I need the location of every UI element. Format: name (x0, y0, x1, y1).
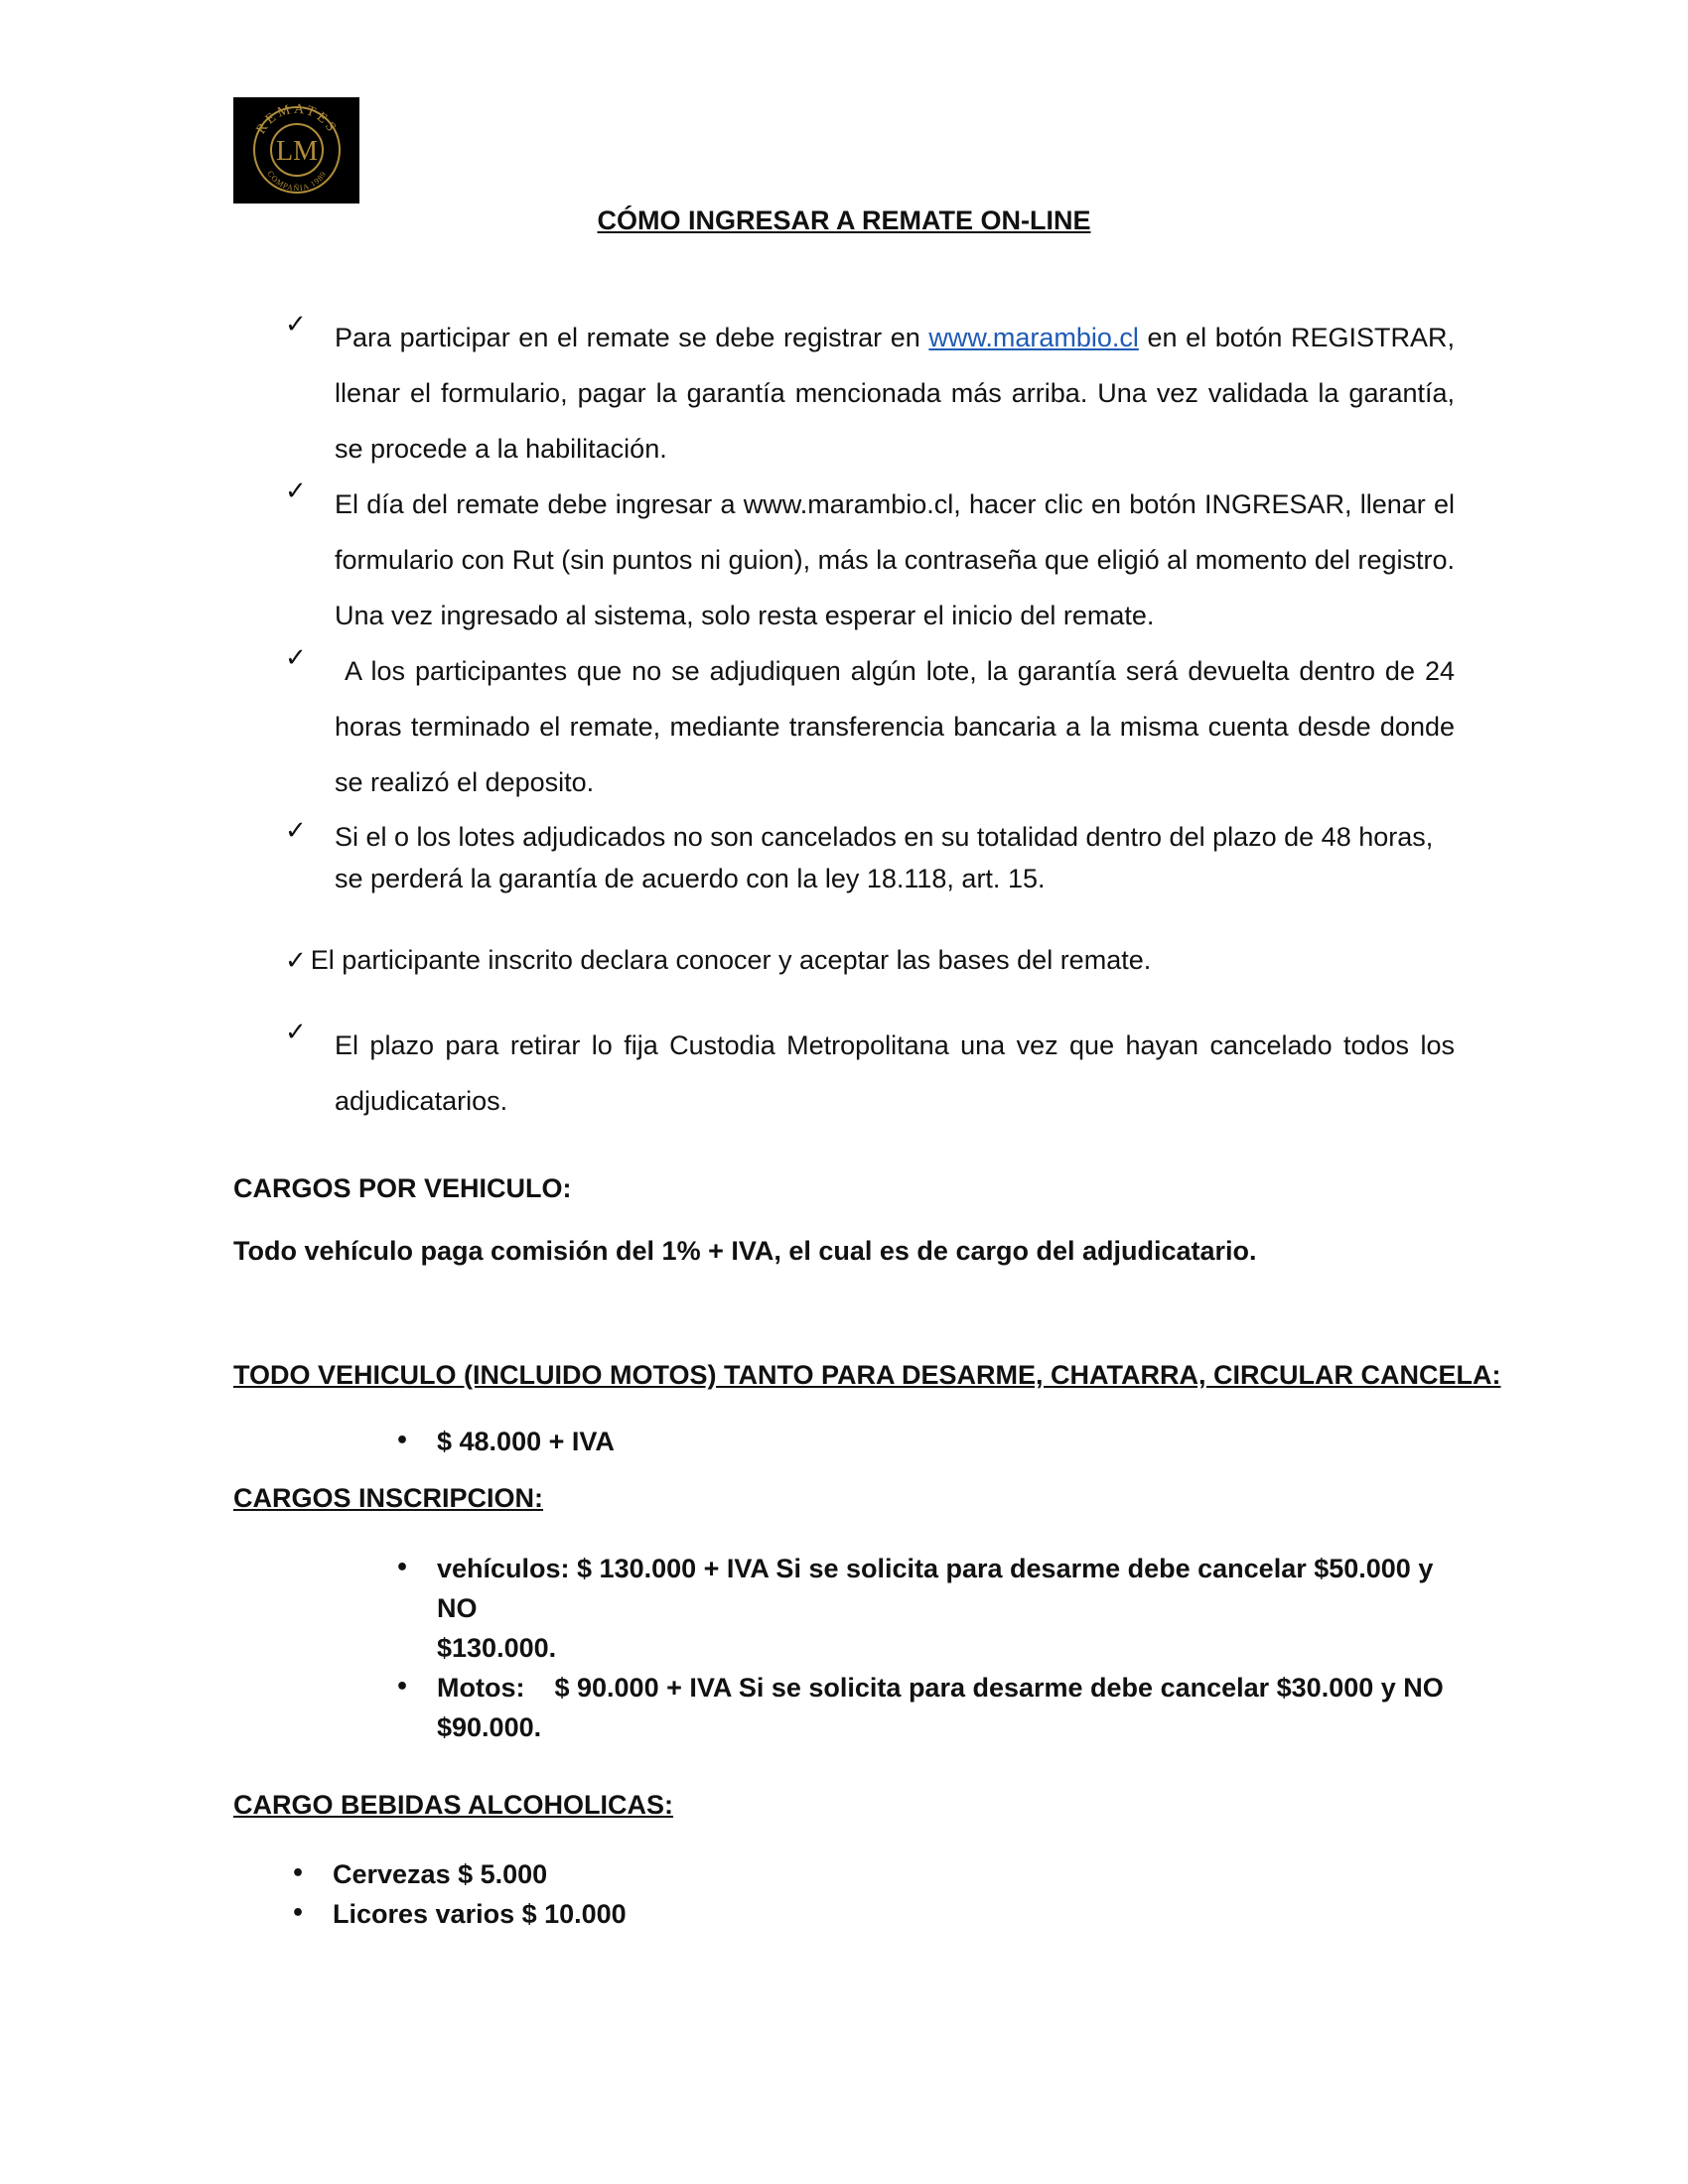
cargos-inscripcion-heading: CARGOS INSCRIPCION: (233, 1483, 544, 1513)
list-item: ✓ El plazo para retirar lo fija Custodia Metropolitana una vez que hayan cancelado todos los adjudicatarios. (285, 1018, 1455, 1116)
bullet-icon: • (291, 1861, 306, 1886)
list-item: ✓ Si el o los lotes adjudicados no son cancelados en su totalidad dentro del plazo de 48 horas, se perderá la garantía de acuerdo con la ley 18.118, art. 15. (285, 816, 1434, 893)
checkmark-icon: ✓ (285, 816, 307, 846)
cargos-vehiculo-text: Todo vehículo paga comisión del 1% + IVA, el cual es de cargo del adjudicatario. (233, 1236, 1257, 1266)
todo-vehiculo-list (395, 1422, 1653, 1461)
list-item: • $ 48.000 + IVA (437, 1422, 1653, 1461)
cargos-inscripcion-list (395, 1549, 1455, 1747)
list-item: ✓ El día del remate debe ingresar a www.marambio.cl, hacer clic en botón INGRESAR, llenar el formulario con Rut (sin puntos ni guion), más la contraseña que eligió al momento del registro. Una vez ingresado al sistema, solo resta esperar el inicio del remate. (285, 477, 1455, 630)
page-title: CÓMO INGRESAR A REMATE ON-LINE (597, 205, 1091, 235)
marambio-link[interactable]: www.marambio.cl (928, 323, 1139, 352)
bullet-icon: • (395, 1556, 410, 1580)
bebidas-heading: CARGO BEBIDAS ALCOHOLICAS: (233, 1790, 673, 1820)
list-item: ✓ Para participar en el remate se debe registrar en www.marambio.cl en el botón REGISTRAR, llenar el formulario, pagar la garantía mencionada más arriba. Una vez validada la garantía, se procede a la habilitación. (285, 310, 1455, 464)
todo-vehiculo-heading: TODO VEHICULO (INCLUIDO MOTOS) TANTO PARA DESARME, CHATARRA, CIRCULAR CANCELA: (233, 1360, 1501, 1390)
list-item: • vehículos: $ 130.000 + IVA Si se solicita para desarme debe cancelar $50.000 y NO $130.000. (437, 1549, 1455, 1668)
svg-text:COMPAÑIA 1989: COMPAÑIA 1989 (265, 169, 329, 194)
bebidas-list (291, 1854, 1549, 1934)
list-item: • Licores varios $ 10.000 (333, 1894, 1549, 1934)
company-logo (233, 97, 359, 204)
checkmark-icon: ✓ (285, 1018, 307, 1047)
cargos-vehiculo-heading: CARGOS POR VEHICULO: (233, 1173, 572, 1203)
list-item: • Cervezas $ 5.000 (333, 1854, 1549, 1894)
bullet-icon: • (291, 1901, 306, 1926)
instructions-list (233, 310, 1463, 1129)
checkmark-icon: ✓ (285, 310, 307, 340)
svg-text:REMATES: REMATES (253, 101, 341, 137)
bullet-icon: • (395, 1429, 410, 1453)
checkmark-icon: ✓ (285, 477, 307, 506)
checkmark-icon: ✓ (285, 643, 307, 673)
list-item: ✓ El participante inscrito declara conocer y aceptar las bases del remate. (233, 939, 1455, 982)
svg-text:LM: LM (276, 136, 318, 167)
list-item: ✓ A los participantes que no se adjudiquen algún lote, la garantía será devuelta dentro de 24 horas terminado el remate, mediante transferencia bancaria a la misma cuenta desde donde se realizó el deposito. (285, 643, 1463, 797)
list-item: • Motos: $ 90.000 + IVA Si se solicita para desarme debe cancelar $30.000 y NO $90.000. (437, 1668, 1455, 1747)
bullet-icon: • (395, 1675, 410, 1700)
checkmark-icon: ✓ (285, 946, 307, 976)
